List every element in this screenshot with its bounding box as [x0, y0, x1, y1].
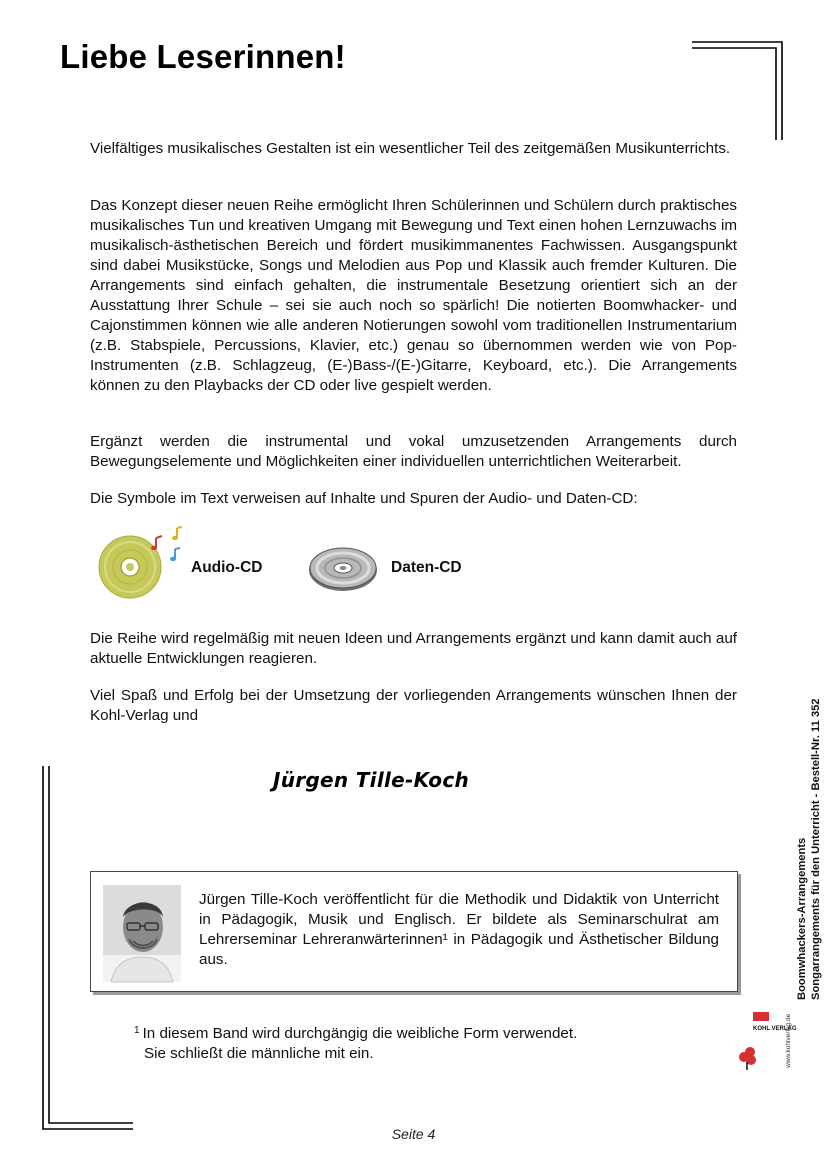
audio-cd-label: Audio-CD [191, 559, 263, 576]
author-bio-box [90, 871, 738, 992]
publisher-logo-text: KOHL VERLAG [753, 1026, 797, 1032]
publisher-url: www.kohlverlag.de [785, 1013, 792, 1068]
footnote [134, 1021, 577, 1064]
intro-paragraph-6: Viel Spaß und Erfolg bei der Umsetzung der vorliegenden Arrangements wünschen Ihnen der Kohl-Verlag und [90, 687, 737, 724]
page-title: Liebe Leserinnen! [60, 38, 346, 75]
data-cd-label: Daten-CD [391, 559, 462, 576]
footnote-marker: 1 [134, 1025, 140, 1036]
footnote-line-1: In diesem Band wird durchgängig die weibliche Form verwendet. [142, 1025, 578, 1042]
audio-cd-icon [96, 522, 186, 600]
intro-paragraph-4: Die Symbole im Text verweisen auf Inhalte und Spuren der Audio- und Daten-CD: [90, 490, 638, 507]
footnote-line-2: Sie schließt die männliche mit ein. [144, 1045, 374, 1062]
data-cd-icon [307, 545, 379, 593]
author-bio-text: Jürgen Tille-Koch veröffentlicht für die Methodik und Didaktik von Unterricht in Pädagogik, Musik und Englisch. Er bildete als Seminarschulrat am Lehrerseminar Lehreranwärterinnen¹ in Pädagogik und Ästhetischer Bildung aus. [199, 891, 719, 968]
author-signature: Jürgen Tille-Koch [273, 768, 470, 792]
intro-paragraph-3: Ergänzt werden die instrumental und vokal umzusetzenden Arrangements durch Bewegungselemente und Möglichkeiten einer individuellen unterrichtlichen Weiterarbeit. [90, 433, 737, 470]
side-series-info [795, 680, 823, 1000]
corner-ornament-top-right [690, 40, 785, 142]
intro-paragraph-1: Vielfältiges musikalisches Gestalten ist ein wesentlicher Teil des zeitgemäßen Musikunterrichts. [90, 140, 731, 157]
intro-paragraph-5: Die Reihe wird regelmäßig mit neuen Ideen und Arrangements ergänzt und kann damit auch auf aktuelle Entwicklungen reagieren. [90, 630, 737, 667]
author-portrait [103, 885, 181, 982]
side-series-subtitle: Songarrangements für den Unterricht - Bestell-Nr. 11 352 [810, 698, 822, 1000]
page-number: Seite 4 [391, 1126, 436, 1142]
side-series-title: Boomwhackers-Arrangements [796, 837, 808, 1000]
intro-paragraph-2: Das Konzept dieser neuen Reihe ermöglicht Ihren Schülerinnen und Schülern durch praktisches musikalisches Tun und kreativen Umgang mit Bewegung und Text einen hohen Lernzuwachs im musikalisch-ästhetischen Bereich und fördert musikimmanentes Fachwissen. Ausgangspunkt sind dabei Musikstücke, Songs und Melodien aus Pop und Klassik auch fremder Kulturen. Die Arrangements sind einfach gehalten, die instrumentale Besetzung orientiert sich an der Ausstattung Ihrer Schule – sei sie auch noch so spärlich! Die notierten Boomwhacker- und Cajonstimmen können wie alle anderen Notierungen sowohl vom traditionellen Instrumentarium (z.B. Stabspiele, Percussions, Klavier, etc.) genau so übernommen werden wie von Pop-Instrumenten (z.B. Schlagzeug, (E-)Bass-/(E-)Gitarre, Keyboard, etc.). Die Arrangements können zu den Playbacks der CD oder live gespielt werden. [90, 197, 737, 394]
